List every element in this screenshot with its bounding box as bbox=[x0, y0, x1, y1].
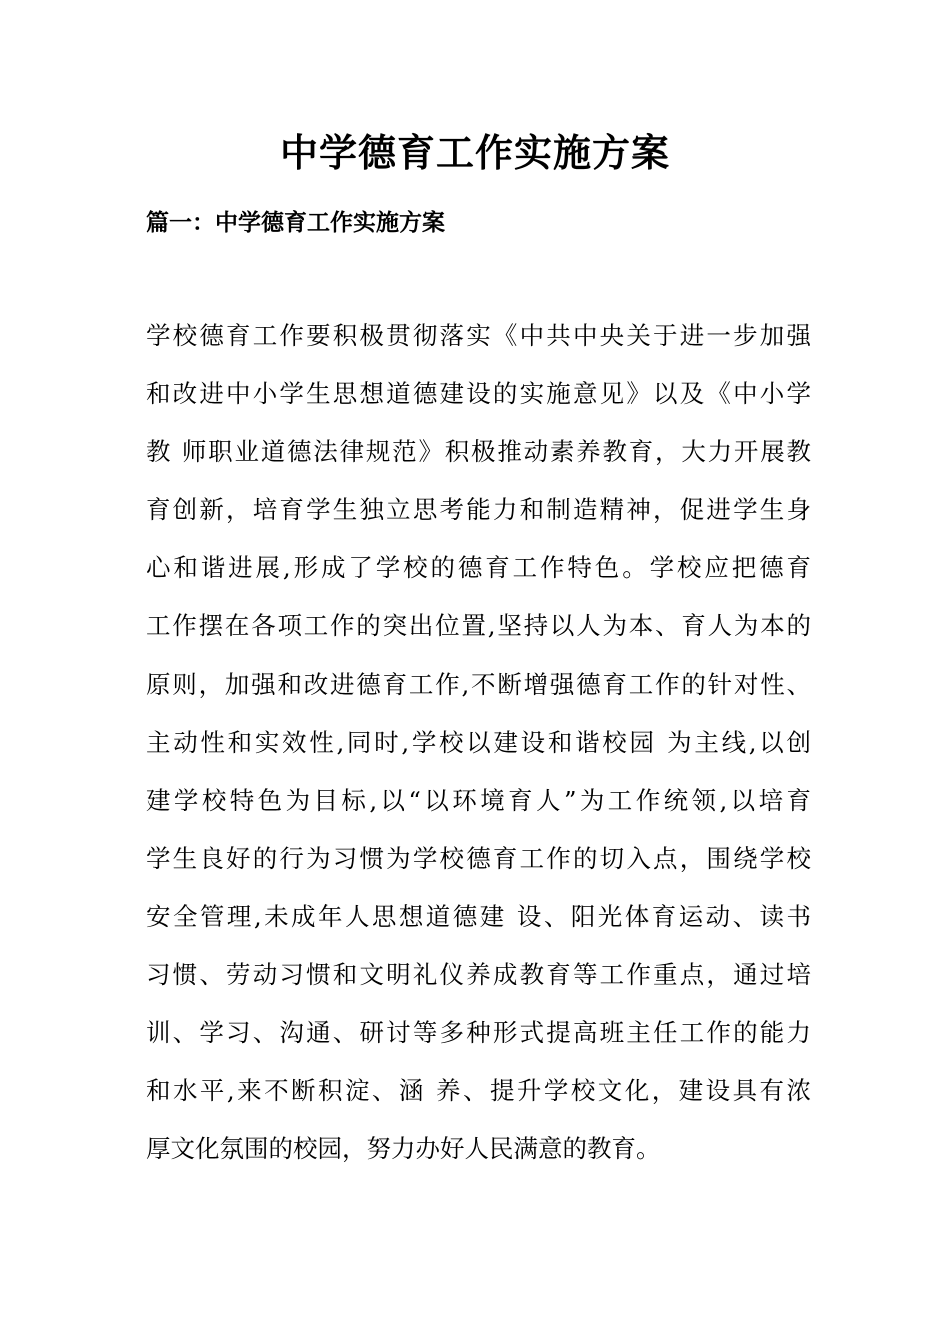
paragraph-line: 主动性和实效性,同时,学校以建设和谐校园 为主线,以创 bbox=[146, 727, 811, 757]
paragraph-line: 原则，加强和改进德育工作,不断增强德育工作的针对性、 bbox=[146, 669, 811, 699]
paragraph-line: 学生良好的行为习惯为学校德育工作的切入点，围绕学校 bbox=[146, 843, 811, 873]
paragraph-line: 习惯、劳动习惯和文明礼仪养成教育等工作重点，通过培 bbox=[146, 960, 811, 990]
paragraph-line: 训、学习、沟通、研讨等多种形式提高班主任工作的能力 bbox=[146, 1018, 811, 1048]
paragraph-line: 学校德育工作要积极贯彻落实《中共中央关于进一步加强 bbox=[146, 321, 811, 350]
section-heading: 篇一：中学德育工作实施方案 bbox=[146, 209, 445, 236]
paragraph-line: 育创新，培育学生独立思考能力和制造精神，促进学生身 bbox=[146, 495, 811, 525]
document-title: 中学德育工作实施方案 bbox=[279, 130, 670, 175]
paragraph-line: 厚文化氛围的校园，努力办好人民满意的教育。 bbox=[146, 1134, 661, 1164]
paragraph-line: 教 师职业道德法律规范》积极推动素养教育，大力开展教 bbox=[146, 437, 811, 467]
paragraph-line: 和水平,来不断积淀、涵 养、提升学校文化，建设具有浓 bbox=[146, 1076, 811, 1106]
paragraph-line: 和改进中小学生思想道德建设的实施意见》以及《中小学 bbox=[146, 379, 811, 409]
paragraph-line: 心和谐进展,形成了学校的德育工作特色。学校应把德育 bbox=[146, 553, 811, 583]
paragraph-line: 工作摆在各项工作的突出位置,坚持以人为本、育人为本的 bbox=[146, 611, 811, 641]
body-paragraph bbox=[146, 318, 811, 1189]
paragraph-line: 安全管理,未成年人思想道德建 设、阳光体育运动、读书 bbox=[146, 901, 811, 931]
paragraph-line: 建学校特色为目标,以“以环境育人”为工作统领,以培育 bbox=[146, 785, 811, 815]
